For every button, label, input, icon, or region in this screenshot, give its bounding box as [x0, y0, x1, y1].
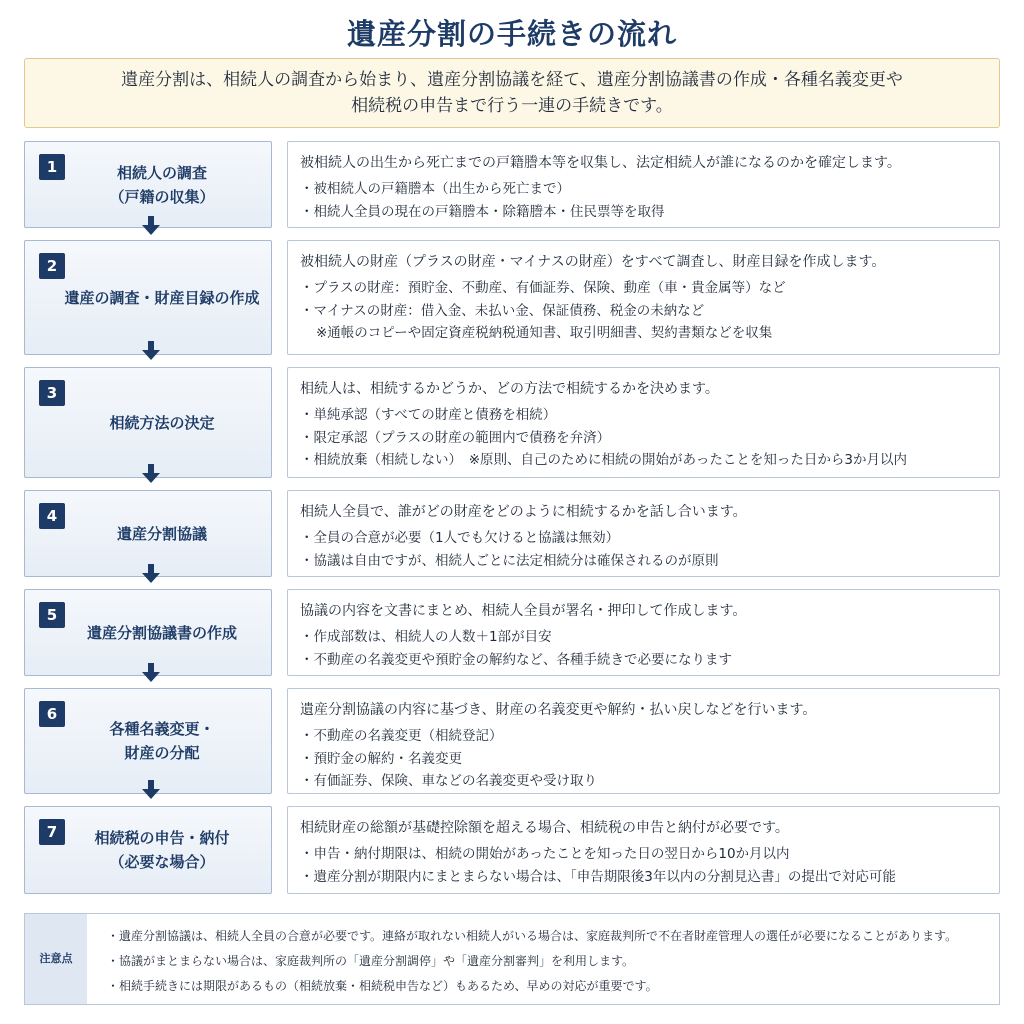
down-arrow-icon [142, 216, 160, 236]
step-3-title-box [24, 367, 272, 478]
step-bullet: ・遺産分割が期限内にまとまらない場合は、「申告期限後3年以内の分割見込書」の提出で対応可能 [300, 868, 896, 885]
step-title: 遺産分割協議 [116, 524, 207, 543]
step-bullet: ・限定承認（プラスの財産の範囲内で債務を弁済） [300, 429, 611, 446]
step-bullet: ・作成部数は、相続人の人数＋1部が目安 [300, 629, 552, 645]
step-bullet: ・プラスの財産：預貯金、不動産、有価証券、保険、動産（車・貴金属等）など [300, 280, 786, 296]
step-bullet: ・単純承認（すべての財産と債務を相続） [300, 407, 557, 423]
step-bullet: ・預貯金の解約・名義変更 [300, 750, 462, 767]
step-description: 被相続人の財産（プラスの財産・マイナスの財産）をすべて調査し、財産目録を作成します。 [300, 254, 886, 270]
intro-line: 相続税の申告まで行う一連の手続きです。 [351, 96, 673, 116]
page-title: 遺産分割の手続きの流れ [346, 17, 677, 51]
step-bullet: ・協議は自由ですが、相続人ごとに法定相続分は確保されるのが原則 [300, 552, 719, 569]
step-title: 相続人の調査 （戸籍の収集） [109, 163, 215, 206]
step-number-badge: 3 [39, 380, 65, 406]
step-number-badge: 7 [39, 819, 65, 845]
down-arrow-icon [142, 564, 160, 584]
step-title: 遺産分割協議書の作成 [86, 623, 237, 642]
step-note: ※通帳のコピーや固定資産税納税通知書、取引明細書、契約書類などを収集 [316, 325, 773, 341]
step-7-title-box [24, 806, 272, 894]
step-description: 相続財産の総額が基礎控除額を超える場合、相続税の申告と納付が必要です。 [300, 820, 789, 836]
step-description: 遺産分割協議の内容に基づき、財産の名義変更や解約・払い戻しなどを行います。 [300, 702, 817, 718]
step-1-detail-box [287, 141, 1000, 228]
step-2-title-box [24, 240, 272, 355]
step-bullet: ・申告・納付期限は、相続の開始があったことを知った日の翌日から10か月以内 [300, 846, 790, 862]
note-item: ・遺産分割協議は、相続人全員の合意が必要です。連絡が取れない相続人がいる場合は、家庭裁判所で不在者財産管理人の選任が必要になることがあります。 [107, 929, 958, 943]
step-title: 相続方法の決定 [109, 413, 215, 432]
step-1-title-box [24, 141, 272, 228]
intro-box [24, 58, 1000, 128]
down-arrow-icon [142, 464, 160, 484]
step-6-detail-box [287, 688, 1000, 794]
step-bullet: ・相続放棄（相続しない） ※原則、自己のために相続の開始があったことを知った日から3か月以内 [300, 452, 908, 468]
down-arrow-icon [142, 663, 160, 683]
intro-line: 遺産分割は、相続人の調査から始まり、遺産分割協議を経て、遺産分割協議書の作成・各種名義変更や [121, 70, 903, 90]
step-bullet: ・全員の合意が必要（1人でも欠けると協議は無効） [300, 530, 620, 546]
step-description: 被相続人の出生から死亡までの戸籍謄本等を収集し、法定相続人が誰になるのかを確定します。 [300, 155, 901, 171]
step-4-detail-box [287, 490, 1000, 577]
step-description: 相続人は、相続するかどうか、どの方法で相続するかを決めます。 [300, 381, 719, 397]
step-description: 協議の内容を文書にまとめ、相続人全員が署名・押印して作成します。 [300, 603, 747, 619]
step-number-badge: 6 [39, 701, 65, 727]
note-item: ・協議がまとまらない場合は、家庭裁判所の「遺産分割調停」や「遺産分割審判」を利用します。 [107, 954, 635, 968]
notes-box [24, 913, 1000, 1005]
step-number-badge: 2 [39, 253, 65, 279]
step-bullet: ・相続人全員の現在の戸籍謄本・除籍謄本・住民票等を取得 [300, 203, 665, 220]
step-bullet: ・マイナスの財産：借入金、未払い金、保証債務、税金の未納など [300, 302, 705, 319]
step-6-title-box [24, 688, 272, 794]
note-item: ・相続手続きには期限があるもの（相続放棄・相続税申告など）もあるため、早めの対応が重要です。 [107, 979, 658, 993]
step-bullet: ・被相続人の戸籍謄本（出生から死亡まで） [300, 181, 570, 197]
step-description: 相続人全員で、誰がどの財産をどのように相続するかを話し合います。 [300, 504, 747, 520]
step-5-detail-box [287, 589, 1000, 676]
down-arrow-icon [142, 341, 160, 361]
step-number-badge: 5 [39, 602, 65, 628]
step-bullet: ・不動産の名義変更（相続登記） [300, 728, 503, 744]
step-2-detail-box [287, 240, 1000, 355]
step-7-detail-box [287, 806, 1000, 894]
down-arrow-icon [142, 780, 160, 800]
step-3-detail-box [287, 367, 1000, 478]
notes-label: 注意点 [25, 914, 87, 1004]
step-title: 遺産の調査・財産目録の作成 [64, 288, 260, 307]
step-number-badge: 1 [39, 154, 65, 180]
step-title: 各種名義変更・ 財産の分配 [109, 720, 215, 762]
step-number-badge: 4 [39, 503, 65, 529]
notes-list [87, 914, 957, 1004]
step-bullet: ・有価証券、保険、車などの名義変更や受け取り [300, 773, 597, 789]
step-title: 相続税の申告・納付 （必要な場合） [94, 829, 230, 871]
step-bullet: ・不動産の名義変更や預貯金の解約など、各種手続きで必要になります [300, 651, 732, 668]
